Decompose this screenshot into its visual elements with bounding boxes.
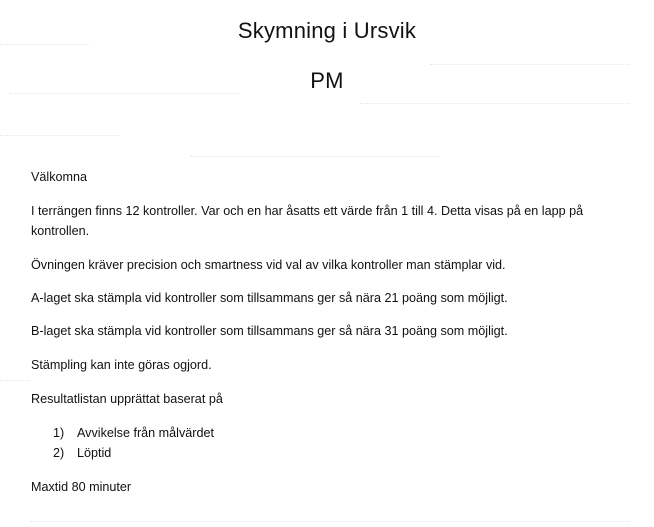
paragraph-stamping: Stämpling kan inte göras ogjord. (31, 358, 212, 372)
list-number: 2) (53, 446, 65, 460)
list-item (53, 443, 111, 463)
scan-artifact (360, 103, 630, 104)
list-text: Löptid (77, 446, 112, 460)
paragraph-b-team: B-laget ska stämpla vid kontroller som tillsammans ger så nära 31 poäng som möjligt. (31, 324, 508, 338)
scan-artifact (30, 521, 630, 522)
paragraph-controls: I terrängen finns 12 kontroller. Var och en har åsatts ett värde från 1 till 4. Detta visas på en lapp på kontrollen. (31, 204, 584, 238)
scan-artifact (190, 156, 440, 157)
scan-artifact (430, 64, 630, 65)
paragraph-a-team: A-laget ska stämpla vid kontroller som tillsammans ger så nära 21 poäng som möjligt. (31, 291, 508, 305)
paragraph-results-intro: Resultatlistan upprättat baserat på (31, 392, 223, 406)
paragraph-precision: Övningen kräver precision och smartness vid val av vilka kontroller man stämplar vid. (31, 258, 506, 272)
list-text: Avvikelse från målvärdet (77, 426, 214, 440)
scan-artifact (0, 380, 30, 381)
scan-artifact (0, 44, 90, 45)
scan-artifact (0, 135, 120, 136)
list-number: 1) (53, 426, 65, 440)
list-item (53, 423, 214, 443)
paragraph-max-time: Maxtid 80 minuter (31, 480, 132, 494)
paragraph-greeting: Välkomna (31, 170, 88, 184)
document-title: Skymning i Ursvik (237, 18, 417, 43)
document-subtitle: PM (310, 68, 344, 93)
